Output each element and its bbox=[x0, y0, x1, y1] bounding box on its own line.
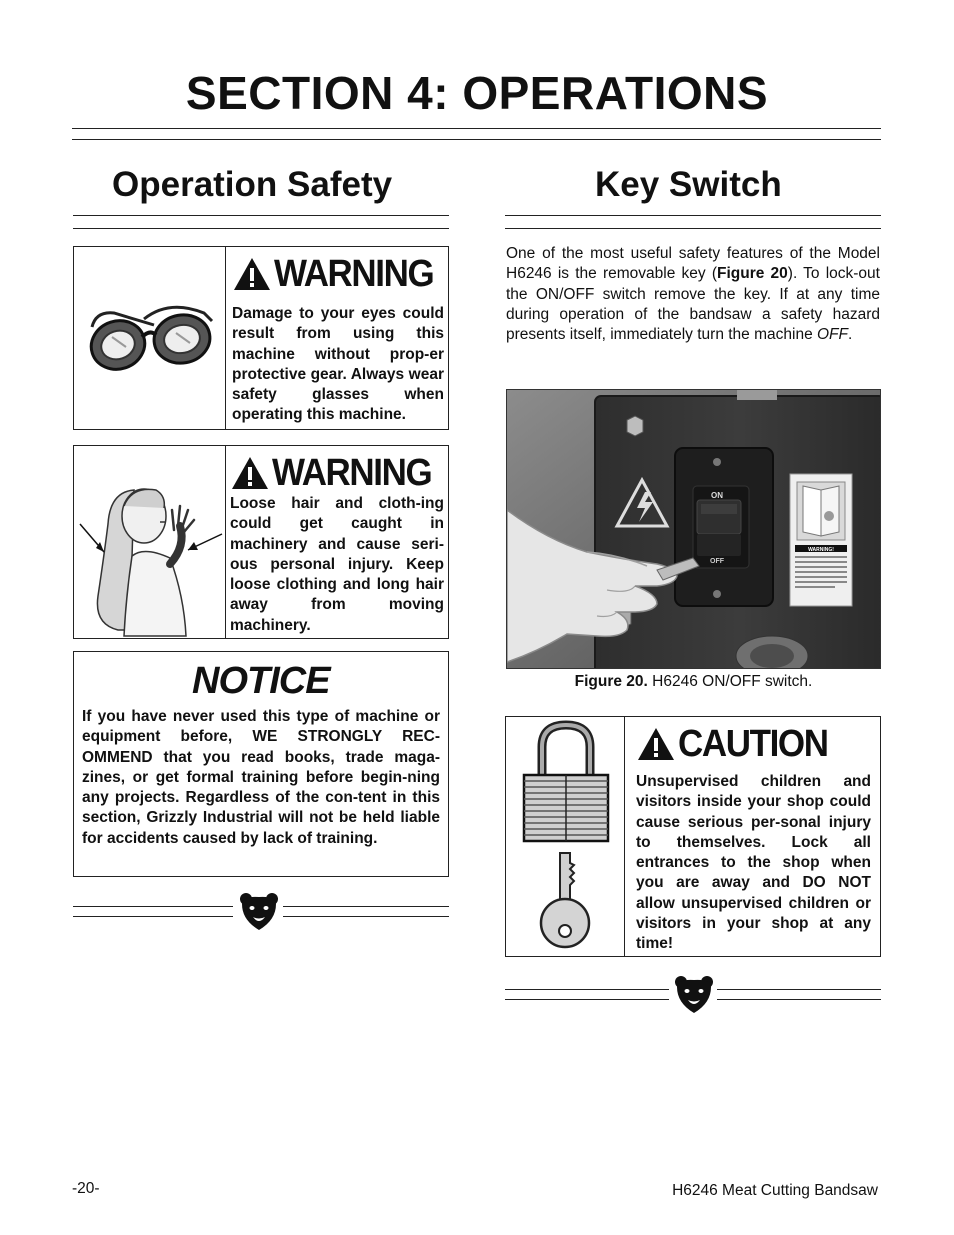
svg-text:WARNING!: WARNING! bbox=[808, 547, 834, 553]
notice-box bbox=[73, 651, 449, 877]
warning-decal bbox=[790, 474, 852, 606]
caution-signal-word: CAUTION bbox=[636, 723, 871, 765]
key-switch-paragraph: One of the most useful safety features of the Model H6246 is the removable key (Figure 20). To lock-out the ON/OFF switch remove the key. If at any time during operation of the bandsaw a safety hazard presents itself, immediately turn the machine OFF. bbox=[506, 245, 880, 344]
warning-text-eye-protection: Damage to your eyes could result from using this machine without prop-er protective gear. Always wear safety glasses when operating this machine. bbox=[232, 305, 444, 424]
left-heading-rule-2 bbox=[73, 228, 449, 229]
notice-text: If you have never used this type of machine or equipment before, WE STRONGLY REC-OMMEND that you read books, trade maga-zines, or get formal training before begin-ning any projects. Regardless of the con-tent in this section, Grizzly Industrial will not be held liable for accidents caused by lack of training. bbox=[82, 708, 440, 847]
right-heading-rule-1 bbox=[505, 215, 881, 216]
section-divider-right bbox=[505, 975, 881, 1015]
section-divider-left bbox=[73, 892, 449, 932]
grizzly-bear-logo-icon bbox=[673, 975, 715, 1015]
figure-20-caption: Figure 20. H6246 ON/OFF switch. bbox=[574, 673, 813, 690]
warning-signal-word-2: WARNING bbox=[230, 452, 444, 494]
warning-box-loose-hair bbox=[73, 445, 449, 639]
padlock-and-key-icon bbox=[506, 717, 625, 956]
section-title: SECTION 4: OPERATIONS bbox=[185, 67, 769, 119]
warning-signal-word-1: WARNING bbox=[232, 253, 444, 295]
warning-box-eye-protection bbox=[73, 246, 449, 430]
notice-title: NOTICE bbox=[192, 660, 330, 702]
grizzly-bear-logo-icon bbox=[238, 892, 280, 932]
bolt-icon bbox=[627, 416, 643, 436]
manual-title: H6246 Meat Cutting Bandsaw bbox=[672, 1182, 878, 1199]
warning-text-loose-hair: Loose hair and cloth-ing could get caught in machinery and cause seri-ous personal injury. Keep loose clothing and long hair away from moving machinery. bbox=[230, 495, 444, 634]
caution-text: Unsupervised children and visitors inside your shop could cause serious per-sonal injury to themselves. Lock all entrances to the shop when you are away and DO NOT allow unsupervised children or visitors in your shop at any time! bbox=[636, 773, 871, 953]
operation-safety-heading: Operation Safety bbox=[112, 165, 393, 204]
long-hair-person-icon bbox=[74, 446, 226, 638]
left-heading-rule-1 bbox=[73, 215, 449, 216]
figure-20-photo bbox=[506, 389, 881, 669]
key-switch-heading: Key Switch bbox=[595, 165, 782, 204]
warning-triangle-icon bbox=[230, 455, 270, 491]
figure-reference: Figure 20 bbox=[716, 265, 788, 283]
warning-triangle-icon bbox=[636, 726, 676, 762]
title-rule-top bbox=[72, 128, 881, 129]
title-rule-bottom bbox=[72, 139, 881, 140]
switch-off-label: OFF bbox=[710, 558, 724, 565]
page-number: -20- bbox=[72, 1180, 100, 1197]
switch-on-label: ON bbox=[711, 491, 723, 500]
warning-triangle-icon bbox=[232, 256, 272, 292]
off-word: OFF bbox=[817, 326, 848, 344]
right-heading-rule-2 bbox=[505, 228, 881, 229]
safety-glasses-icon bbox=[74, 247, 226, 429]
caution-box-unsupervised-children bbox=[505, 716, 881, 957]
